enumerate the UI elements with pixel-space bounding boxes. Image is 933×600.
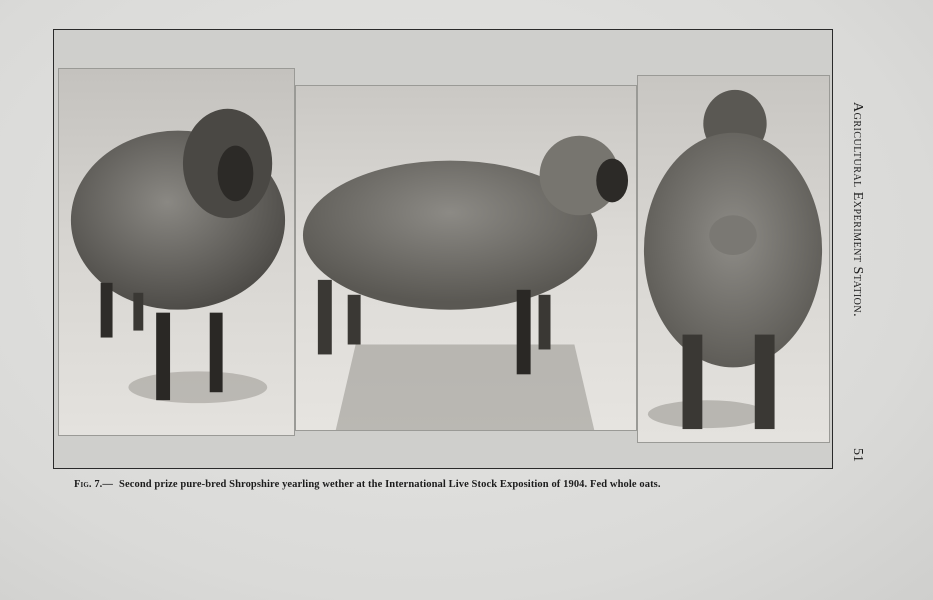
page-number: 51	[850, 448, 865, 462]
figure-caption-text: Second prize pure-bred Shropshire yearling wether at the International Live Stock Exposition of 1904. Fed whole oats.	[119, 479, 661, 490]
sheep-rear-view-illustration	[638, 76, 829, 442]
figure-caption	[74, 479, 814, 490]
sheep-side-view-photo	[295, 85, 637, 431]
sheep-rear-view-photo	[637, 75, 830, 443]
running-head: Agricultural Experiment Station.	[850, 102, 865, 318]
figure-label: Fig. 7.—	[74, 479, 114, 490]
sheep-side-view-illustration	[296, 86, 636, 430]
sheep-front-view-photo	[58, 68, 295, 436]
sheep-front-view-illustration	[59, 69, 294, 435]
photo-plate	[53, 29, 833, 469]
